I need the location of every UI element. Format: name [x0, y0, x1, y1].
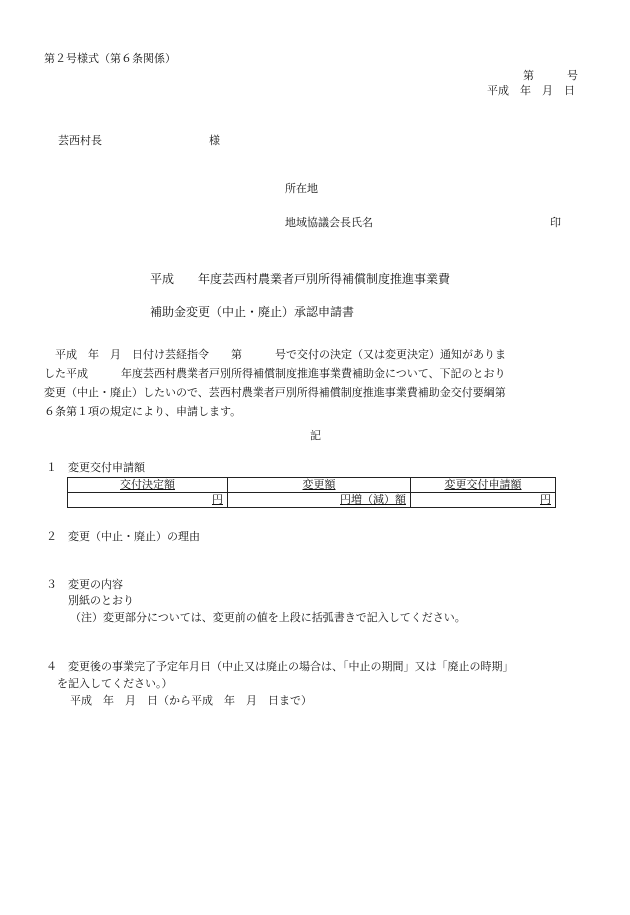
- amount-cell: 円増（減）額: [228, 493, 411, 508]
- addressee-name: 芸西村長: [58, 134, 102, 147]
- column-header: 変更額: [228, 478, 411, 493]
- column-header: 変更交付申請額: [411, 478, 556, 493]
- section-4-heading-cont: を記入してください。）: [57, 677, 173, 690]
- form-id: 第２号様式（第６条関係）: [44, 52, 176, 65]
- amount-table-value-row: [68, 493, 556, 508]
- title-line-2: 補助金変更（中止・廃止）承認申請書: [150, 305, 355, 319]
- section-4-heading: ４ 変更後の事業完了予定年月日（中止又は廃止の場合は、「中止の期間」又は「廃止の時期」: [46, 660, 514, 673]
- doc-number: 第 号: [523, 69, 578, 82]
- doc-date: 平成 年 月 日: [487, 84, 575, 97]
- ki-marker: 記: [310, 429, 321, 442]
- name-label: 地域協議会長氏名: [285, 216, 373, 229]
- body-line: 変更（中止・廃止）したいので、芸西村農業者戸別所得補償制度推進事業費補助金交付要綱第: [44, 386, 506, 399]
- title-line-1: 平成 年度芸西村農業者戸別所得補償制度推進事業費: [150, 272, 451, 286]
- address-label: 所在地: [285, 182, 318, 195]
- amount-table: [67, 477, 556, 508]
- body-line: した平成 年度芸西村農業者戸別所得補償制度推進事業費補助金について、下記のとおり: [44, 367, 506, 380]
- amount-cell: 円: [411, 493, 556, 508]
- column-header: 交付決定額: [68, 478, 228, 493]
- section-3-heading: ３ 変更の内容: [46, 578, 123, 591]
- addressee-honorific: 様: [209, 134, 220, 147]
- section-3-content: 別紙のとおり: [68, 594, 134, 607]
- amount-table-header-row: [68, 478, 556, 493]
- body-paragraph: [44, 345, 589, 421]
- seal-mark: 印: [550, 216, 561, 229]
- section-4-date: 平成 年 月 日（から平成 年 月 日まで）: [70, 694, 312, 707]
- section-1-heading: １ 変更交付申請額: [46, 461, 145, 474]
- amount-cell: 円: [68, 493, 228, 508]
- body-line: ６条第１項の規定により、申請します。: [44, 405, 242, 418]
- section-3-note: （注）変更部分については、変更前の値を上段に括弧書きで記入してください。: [70, 611, 466, 624]
- body-line: 平成 年 月 日付け芸経指令 第 号で交付の決定（又は変更決定）通知がありま: [44, 348, 506, 361]
- section-2-heading: ２ 変更（中止・廃止）の理由: [46, 530, 200, 543]
